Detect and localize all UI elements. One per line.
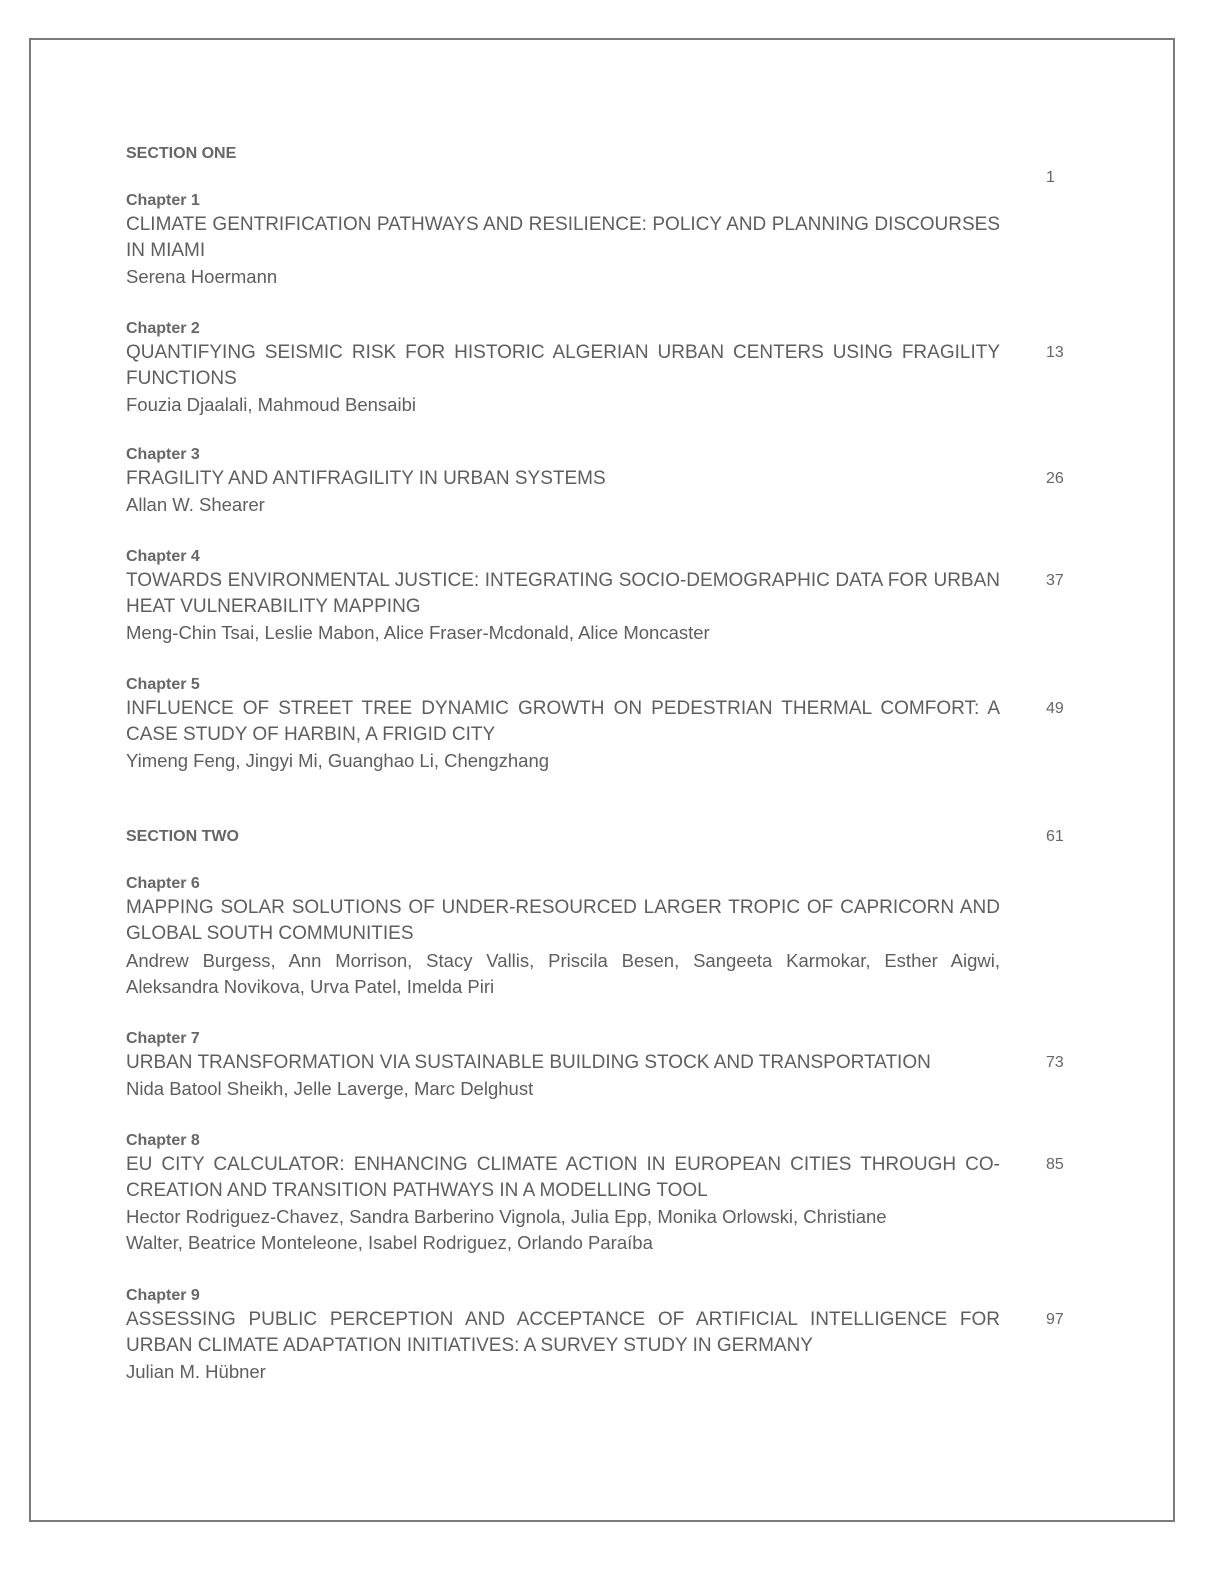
chapter-5-authors: Yimeng Feng, Jingyi Mi, Guanghao Li, Chengzhang bbox=[126, 750, 550, 771]
section-one-label: SECTION ONE bbox=[126, 145, 237, 162]
chapter-3-label: Chapter 3 bbox=[126, 446, 200, 463]
chapter-7-title[interactable]: URBAN TRANSFORMATION VIA SUSTAINABLE BUILDING STOCK AND TRANSPORTATION bbox=[126, 1052, 931, 1073]
section-two-page: 61 bbox=[1046, 828, 1064, 845]
chapter-9-title[interactable]: ASSESSING PUBLIC PERCEPTION AND ACCEPTANCE OF ARTIFICIAL INTELLIGENCE FOR URBAN CLIMATE ADAPTATION INITIATIVES: A SURVEY STUDY IN GERMANY bbox=[126, 1309, 1000, 1356]
chapter-7-page: 73 bbox=[1046, 1054, 1064, 1071]
chapter-4-title[interactable]: TOWARDS ENVIRONMENTAL JUSTICE: INTEGRATING SOCIO-DEMOGRAPHIC DATA FOR URBAN HEAT VULNERABILITY MAPPING bbox=[126, 570, 1000, 617]
chapter-9-authors: Julian M. Hübner bbox=[126, 1361, 266, 1382]
chapter-8-label: Chapter 8 bbox=[126, 1132, 200, 1149]
section-one-page: 1 bbox=[1046, 169, 1055, 186]
chapter-1-title[interactable]: CLIMATE GENTRIFICATION PATHWAYS AND RESILIENCE: POLICY AND PLANNING DISCOURSES IN MIAMI bbox=[126, 214, 1000, 261]
chapter-6-title[interactable]: MAPPING SOLAR SOLUTIONS OF UNDER-RESOURCED LARGER TROPIC OF CAPRICORN AND GLOBAL SOUTH COMMUNITIES bbox=[126, 897, 1000, 944]
chapter-8-title[interactable]: EU CITY CALCULATOR: ENHANCING CLIMATE ACTION IN EUROPEAN CITIES THROUGH CO-CREATION AND TRANSITION PATHWAYS IN A MODELLING TOOL bbox=[126, 1154, 1000, 1201]
chapter-5-label: Chapter 5 bbox=[126, 676, 200, 693]
section-two-label: SECTION TWO bbox=[126, 828, 239, 845]
chapter-2-page: 13 bbox=[1046, 344, 1064, 361]
chapter-7-authors: Nida Batool Sheikh, Jelle Laverge, Marc Delghust bbox=[126, 1078, 534, 1099]
chapter-5-title[interactable]: INFLUENCE OF STREET TREE DYNAMIC GROWTH ON PEDESTRIAN THERMAL COMFORT: A CASE STUDY OF HARBIN, A FRIGID CITY bbox=[126, 698, 1000, 745]
chapter-4-page: 37 bbox=[1046, 572, 1064, 589]
chapter-3-page: 26 bbox=[1046, 470, 1064, 487]
chapter-4-authors: Meng-Chin Tsai, Leslie Mabon, Alice Fraser-Mcdonald, Alice Moncaster bbox=[126, 622, 710, 643]
chapter-9-label: Chapter 9 bbox=[126, 1287, 200, 1304]
chapter-5-page: 49 bbox=[1046, 700, 1064, 717]
chapter-2-authors: Fouzia Djaalali, Mahmoud Bensaibi bbox=[126, 394, 416, 415]
chapter-2-label: Chapter 2 bbox=[126, 320, 200, 337]
chapter-4-label: Chapter 4 bbox=[126, 548, 200, 565]
chapter-3-title[interactable]: FRAGILITY AND ANTIFRAGILITY IN URBAN SYSTEMS bbox=[126, 468, 606, 489]
chapter-1-authors: Serena Hoermann bbox=[126, 266, 278, 287]
chapter-2-title[interactable]: QUANTIFYING SEISMIC RISK FOR HISTORIC ALGERIAN URBAN CENTERS USING FRAGILITY FUNCTIONS bbox=[126, 342, 1000, 389]
chapter-7-label: Chapter 7 bbox=[126, 1030, 200, 1047]
chapter-9-page: 97 bbox=[1046, 1311, 1064, 1328]
chapter-3-authors: Allan W. Shearer bbox=[126, 494, 265, 515]
chapter-8-page: 85 bbox=[1046, 1156, 1064, 1173]
chapter-6-authors: Andrew Burgess, Ann Morrison, Stacy Vallis, Priscila Besen, Sangeeta Karmokar, Esther Aigwi, Aleksandra Novikova, Urva Patel, Imelda Piri bbox=[126, 950, 1000, 997]
chapter-6-label: Chapter 6 bbox=[126, 875, 200, 892]
chapter-1-label: Chapter 1 bbox=[126, 192, 200, 209]
chapter-8-authors: Hector Rodriguez-Chavez, Sandra Barberino Vignola, Julia Epp, Monika Orlowski, Christiane Walter, Beatrice Monteleone, Isabel Rodriguez, Orlando Paraíba bbox=[126, 1206, 887, 1253]
